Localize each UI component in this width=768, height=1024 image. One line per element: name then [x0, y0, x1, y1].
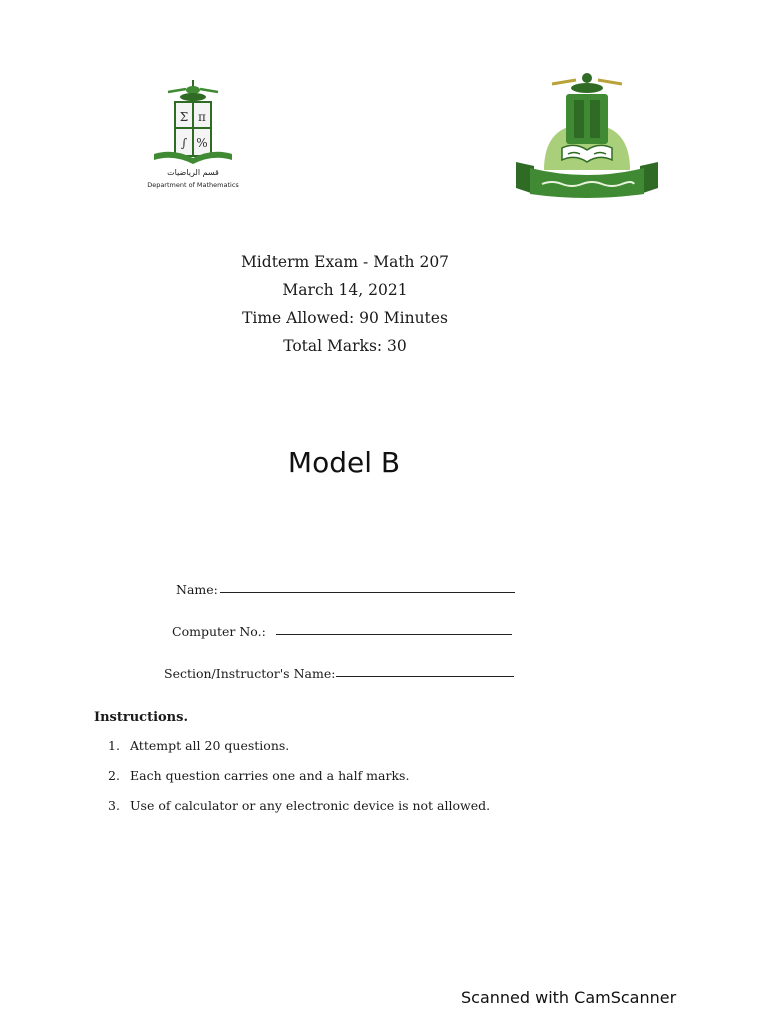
instruction-number: 2. [108, 768, 120, 783]
exam-date: March 14, 2021 [282, 281, 408, 299]
name-line [220, 592, 515, 593]
section-instructor-line [336, 676, 514, 677]
exam-model: Model B [287, 446, 401, 479]
computer-number-field-row [172, 624, 512, 639]
instruction-item [108, 768, 409, 783]
svg-text:Σ: Σ [179, 110, 189, 124]
exam-title-block [200, 248, 490, 360]
instruction-text: Each question carries one and a half marks. [130, 768, 410, 783]
math-department-emblem-icon [150, 78, 236, 166]
department-logo [128, 78, 258, 198]
svg-text:∫: ∫ [180, 136, 188, 150]
instruction-text: Use of calculator or any electronic device is not allowed. [130, 798, 491, 813]
computer-number-label: Computer No.: [172, 624, 266, 639]
section-instructor-field-row [164, 666, 514, 681]
exam-time-allowed: Time Allowed: 90 Minutes [242, 309, 448, 327]
department-name-english: Department of Mathematics [147, 181, 239, 189]
instruction-item [108, 798, 490, 813]
university-emblem-icon [514, 70, 660, 200]
exam-total-marks: Total Marks: 30 [283, 337, 407, 355]
university-logo [514, 70, 660, 200]
name-label: Name: [176, 582, 218, 597]
instruction-item [108, 738, 289, 753]
instruction-text: Attempt all 20 questions. [130, 738, 290, 753]
name-field-row [176, 582, 515, 597]
department-name-arabic: قسم الرياضيات [167, 168, 219, 177]
instructions-heading: Instructions. [94, 710, 188, 725]
instruction-number: 3. [108, 798, 120, 813]
exam-title: Midterm Exam - Math 207 [240, 253, 450, 271]
instruction-number: 1. [108, 738, 120, 753]
scanner-watermark: Scanned with CamScanner [461, 988, 677, 1007]
svg-text:π: π [198, 110, 206, 124]
section-instructor-label: Section/Instructor's Name: [164, 666, 336, 681]
svg-text:%: % [196, 136, 208, 150]
computer-number-line [276, 634, 512, 635]
